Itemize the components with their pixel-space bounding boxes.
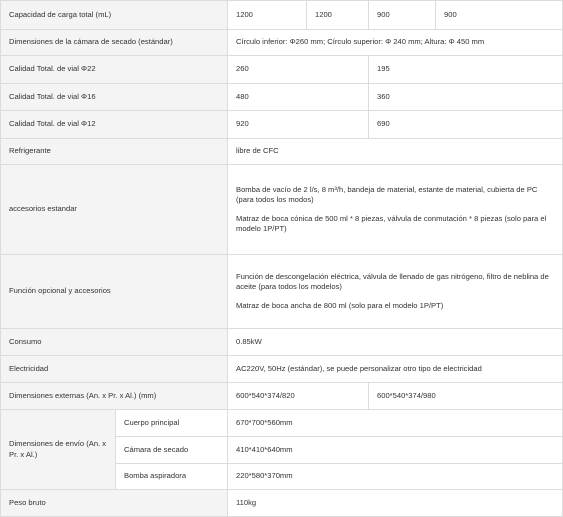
- external-label: Dimensiones externas (An. x Pr. x Al.) (mm): [1, 383, 228, 410]
- row-refrigerant: [1, 139, 563, 165]
- accessories-line-1: Bomba de vacío de 2 l/s, 8 m³/h, bandeja de material, estante de material, cubierta de PC (para todos los modos): [236, 185, 538, 205]
- refrigerant-label: Refrigerante: [1, 139, 228, 165]
- accessories-line-2: Matraz de boca cónica de 500 ml * 8 piezas, válvula de conmutación * 8 piezas (solo para el modelo 1P/PT): [236, 213, 547, 233]
- row-consumption: [1, 329, 563, 356]
- vial16-label: Calidad Total. de vial Φ16: [1, 84, 228, 111]
- row-vial-12: [1, 111, 563, 139]
- capacity-value-4: 900: [436, 1, 563, 30]
- chamber-value: Círculo inferior: Φ260 mm; Círculo superior: Φ 240 mm; Altura: Φ 450 mm: [228, 30, 563, 56]
- row-vial-22: [1, 56, 563, 84]
- external-value-2: 600*540*374/980: [369, 383, 563, 410]
- vial22-label: Calidad Total. de vial Φ22: [1, 56, 228, 84]
- vial12-value-2: 690: [369, 111, 563, 139]
- vial12-label: Calidad Total. de vial Φ12: [1, 111, 228, 139]
- row-electricity: [1, 356, 563, 383]
- vial22-value-2: 195: [369, 56, 563, 84]
- optional-line-1: Función de descongelación eléctrica, válvula de llenado de gas nitrógeno, filtro de neblina de aceite (para todos los modelos): [236, 272, 549, 292]
- row-capacity: [1, 1, 563, 30]
- electricity-label: Electricidad: [1, 356, 228, 383]
- row-optional: [1, 255, 563, 329]
- shipping-label: Dimensiones de envío (An. x Pr. x Al.): [1, 410, 116, 490]
- row-chamber: [1, 30, 563, 56]
- accessories-label: accesorios estandar: [1, 165, 228, 255]
- vial12-value-1: 920: [228, 111, 369, 139]
- shipping-item-label-1: Cuerpo principal: [116, 410, 228, 437]
- row-accessories: [1, 165, 563, 255]
- shipping-item-value-3: 220*580*370mm: [228, 464, 563, 490]
- vial22-value-1: 260: [228, 56, 369, 84]
- weight-label: Peso bruto: [1, 490, 228, 517]
- capacity-label: Capacidad de carga total (mL): [1, 1, 228, 30]
- vial16-value-2: 360: [369, 84, 563, 111]
- consumption-value: 0.85kW: [228, 329, 563, 356]
- shipping-item-value-2: 410*410*640mm: [228, 437, 563, 464]
- accessories-value: [228, 165, 563, 255]
- optional-line-2: Matraz de boca ancha de 800 ml (solo para el modelo 1P/PT): [236, 300, 444, 310]
- external-value-1: 600*540*374/820: [228, 383, 369, 410]
- row-weight: [1, 490, 563, 517]
- row-external-dimensions: [1, 383, 563, 410]
- row-vial-16: [1, 84, 563, 111]
- row-shipping-1: [1, 410, 563, 437]
- shipping-item-value-1: 670*700*560mm: [228, 410, 563, 437]
- vial16-value-1: 480: [228, 84, 369, 111]
- consumption-label: Consumo: [1, 329, 228, 356]
- capacity-value-1: 1200: [228, 1, 307, 30]
- weight-value: 110kg: [228, 490, 563, 517]
- capacity-value-3: 900: [369, 1, 436, 30]
- chamber-label: Dimensiones de la cámara de secado (estándar): [1, 30, 228, 56]
- refrigerant-value: libre de CFC: [228, 139, 563, 165]
- shipping-item-label-3: Bomba aspiradora: [116, 464, 228, 490]
- optional-label: Función opcional y accesorios: [1, 255, 228, 329]
- electricity-value: AC220V, 50Hz (estándar), se puede personalizar otro tipo de electricidad: [228, 356, 563, 383]
- shipping-item-label-2: Cámara de secado: [116, 437, 228, 464]
- capacity-value-2: 1200: [307, 1, 369, 30]
- optional-value: [228, 255, 563, 329]
